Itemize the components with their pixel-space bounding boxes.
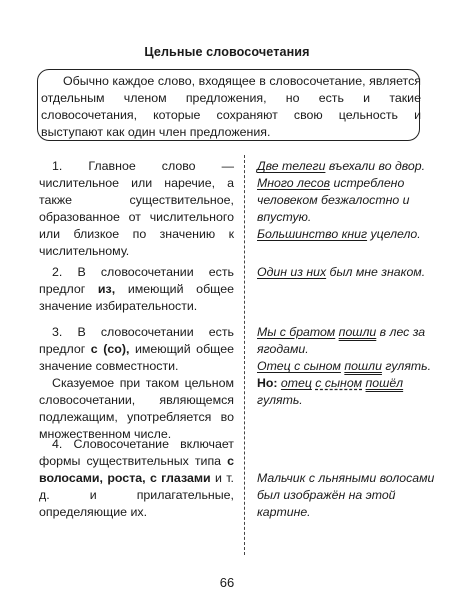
section-4-examples [257, 470, 437, 521]
example-sentence: Большинство книг уцелело. [257, 227, 421, 241]
example-sentence: Две телеги въехали во двор. [257, 159, 425, 173]
example-sentence: Мы с братом пошли в лес за ягодами. [257, 325, 426, 356]
section-2-rule: 2. В словосочетании есть предлог из, имеющий общее значение избирательности. [39, 265, 235, 313]
page-number: 66 [219, 575, 235, 590]
section-4-rule: 4. Словосочетание включает формы существительных типа с волосами, роста, с глазами и т. д. и прилагательные, определяющие их. [39, 437, 234, 519]
column-divider [244, 155, 245, 555]
section-1-rule: 1. Главное слово — числительное или наречие, а также существительное, образованное от числительного или близкое по значению к числительному. [39, 159, 234, 258]
example-sentence: Мальчик с льняными волосами был изображён на этой картине. [257, 471, 435, 519]
rule-text: Обычно каждое слово, входящее в словосочетание, является отдельным членом предложения, но есть и такие словосочетания, которые сохраняют свою цельность и выступают как один член предложения. [41, 74, 421, 139]
section-3-examples [257, 324, 437, 409]
example-sentence: Но: отец с сыном пошёл гулять. [257, 376, 404, 407]
section-1-examples [257, 158, 437, 243]
section-2-examples [257, 264, 437, 281]
example-sentence: Отец с сыном пошли гулять. [257, 359, 432, 373]
page-title: Цельные словосочетания [144, 45, 310, 59]
example-sentence: Один из них был мне знаком. [257, 265, 426, 279]
example-sentence: Много лесов истреблено человеком безжалостно и впустую. [257, 176, 410, 224]
section-3-rule: 3. В словосочетании есть предлог с (со), имеющий общее значение совместности. Сказуемое при таком цельном словосочетании, являющемся подлежащим, употребляется во множественном числе. [39, 325, 235, 441]
